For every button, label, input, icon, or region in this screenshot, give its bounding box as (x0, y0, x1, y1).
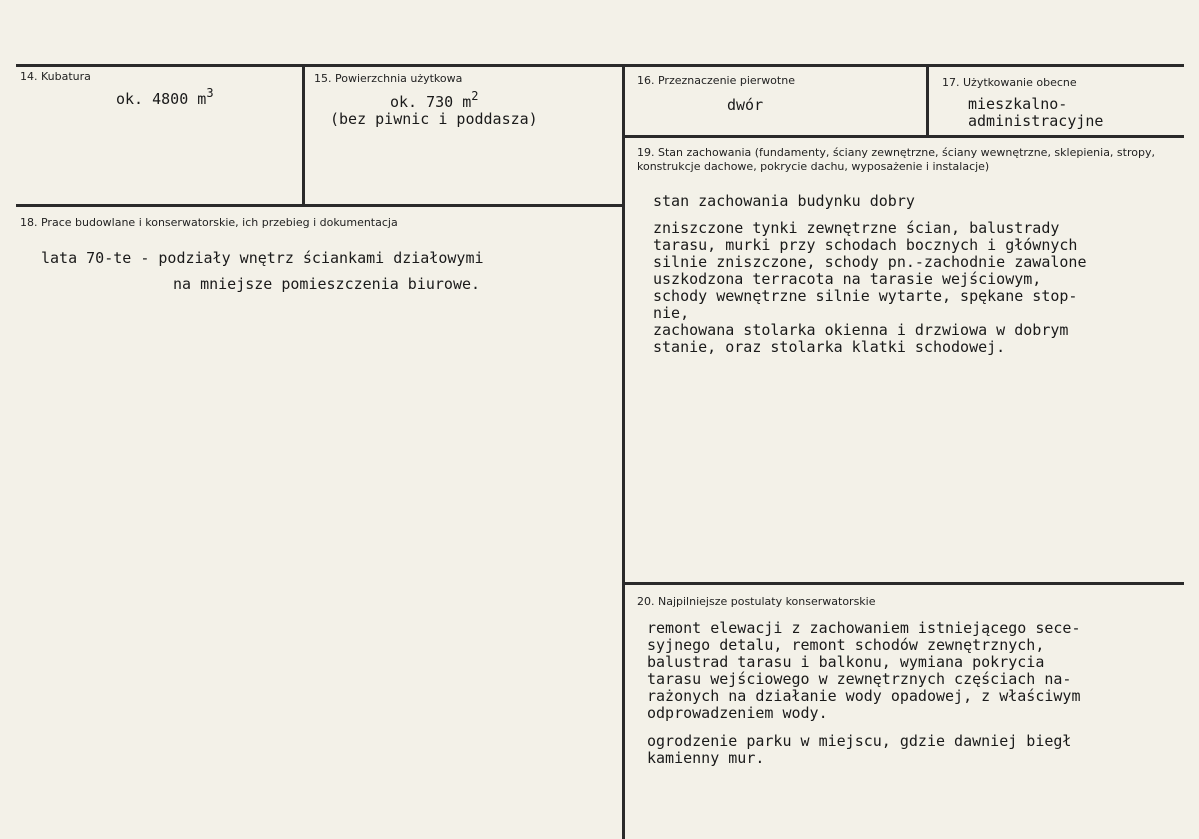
postulaty-line: remont elewacji z zachowaniem istniejącego sece- (647, 619, 1081, 637)
rule-vertical-16-17 (926, 64, 929, 136)
przeznaczenie-value: dwór (727, 96, 764, 114)
postulaty-line: syjnego detalu, remont schodów zewnętrznych, (647, 636, 1045, 654)
stan-label-text: 19. Stan zachowania (fundamenty, ściany zewnętrzne, ściany wewnętrzne, sklepienia, stropy, konstrukcje dachowe, pokrycie dachu, wyposażenie i instalacje) (637, 146, 1155, 173)
postulaty-line: odprowadzeniem wody. (647, 704, 828, 722)
przeznaczenie-label: 16. Przeznaczenie pierwotne (637, 74, 795, 87)
stan-line: zniszczone tynki zewnętrzne ścian, balustrady (653, 219, 1060, 237)
stan-label (637, 146, 1177, 174)
uzytkowanie-value (968, 96, 1103, 130)
postulaty-para1 (647, 620, 1080, 722)
stan-line: silnie zniszczone, schody pn.-zachodnie zawalone (653, 253, 1087, 271)
stan-line: zachowana stolarka okienna i drzwiowa w dobrym (653, 321, 1069, 339)
stan-line: uszkodzona terracota na tarasie wejściowym, (653, 270, 1042, 288)
stan-line: tarasu, murki przy schodach bocznych i głównych (653, 236, 1078, 254)
uzytkowanie-line: mieszkalno- (968, 95, 1068, 113)
postulaty-para2 (647, 733, 1071, 767)
uzytkowanie-line: administracyjne (968, 112, 1104, 130)
postulaty-line: balustrad tarasu i balkonu, wymiana pokrycia (647, 653, 1045, 671)
kubatura-value (116, 86, 214, 108)
stan-line: stan zachowania budynku dobry (653, 192, 915, 210)
postulaty-line: tarasu wejściowego w zewnętrznych częściach na- (647, 670, 1072, 688)
stan-line: stanie, oraz stolarka klatki schodowej. (653, 338, 1006, 356)
stan-line: schody wewnętrzne silnie wytarte, spękane stop- (653, 287, 1078, 305)
rule-vertical-14-15 (302, 64, 305, 205)
powierzchnia-value-text: ok. 730 m (390, 93, 472, 111)
powierzchnia-label: 15. Powierzchnia użytkowa (314, 72, 463, 85)
rule-under-16-17 (622, 135, 1184, 138)
rule-under-14-15 (16, 204, 625, 207)
stan-para2 (653, 220, 1086, 356)
uzytkowanie-label: 17. Użytkowanie obecne (942, 76, 1077, 89)
powierzchnia-unit-exponent: 2 (471, 89, 479, 103)
prace-line-1: lata 70-te - podziały wnętrz ściankami działowymi (41, 249, 484, 267)
powierzchnia-note: (bez piwnic i poddasza) (330, 110, 538, 128)
kubatura-value-text: ok. 4800 m (116, 90, 207, 108)
postulaty-line: rażonych na działanie wody opadowej, z właściwym (647, 687, 1081, 705)
rule-vertical-left-right (622, 64, 625, 839)
postulaty-label: 20. Najpilniejsze postulaty konserwatorskie (637, 595, 876, 608)
rule-top (16, 64, 1184, 67)
kubatura-unit-exponent: 3 (206, 86, 214, 100)
postulaty-line: ogrodzenie parku w miejscu, gdzie dawniej biegł (647, 732, 1072, 750)
stan-para1 (653, 193, 915, 210)
stan-line: nie, (653, 304, 690, 322)
rule-above-20 (622, 582, 1184, 585)
prace-line-2: na mniejsze pomieszczenia biurowe. (173, 275, 481, 293)
kubatura-label: 14. Kubatura (20, 70, 91, 83)
prace-label: 18. Prace budowlane i konserwatorskie, ich przebieg i dokumentacja (20, 216, 398, 229)
postulaty-line: kamienny mur. (647, 749, 765, 767)
powierzchnia-value (390, 89, 479, 111)
